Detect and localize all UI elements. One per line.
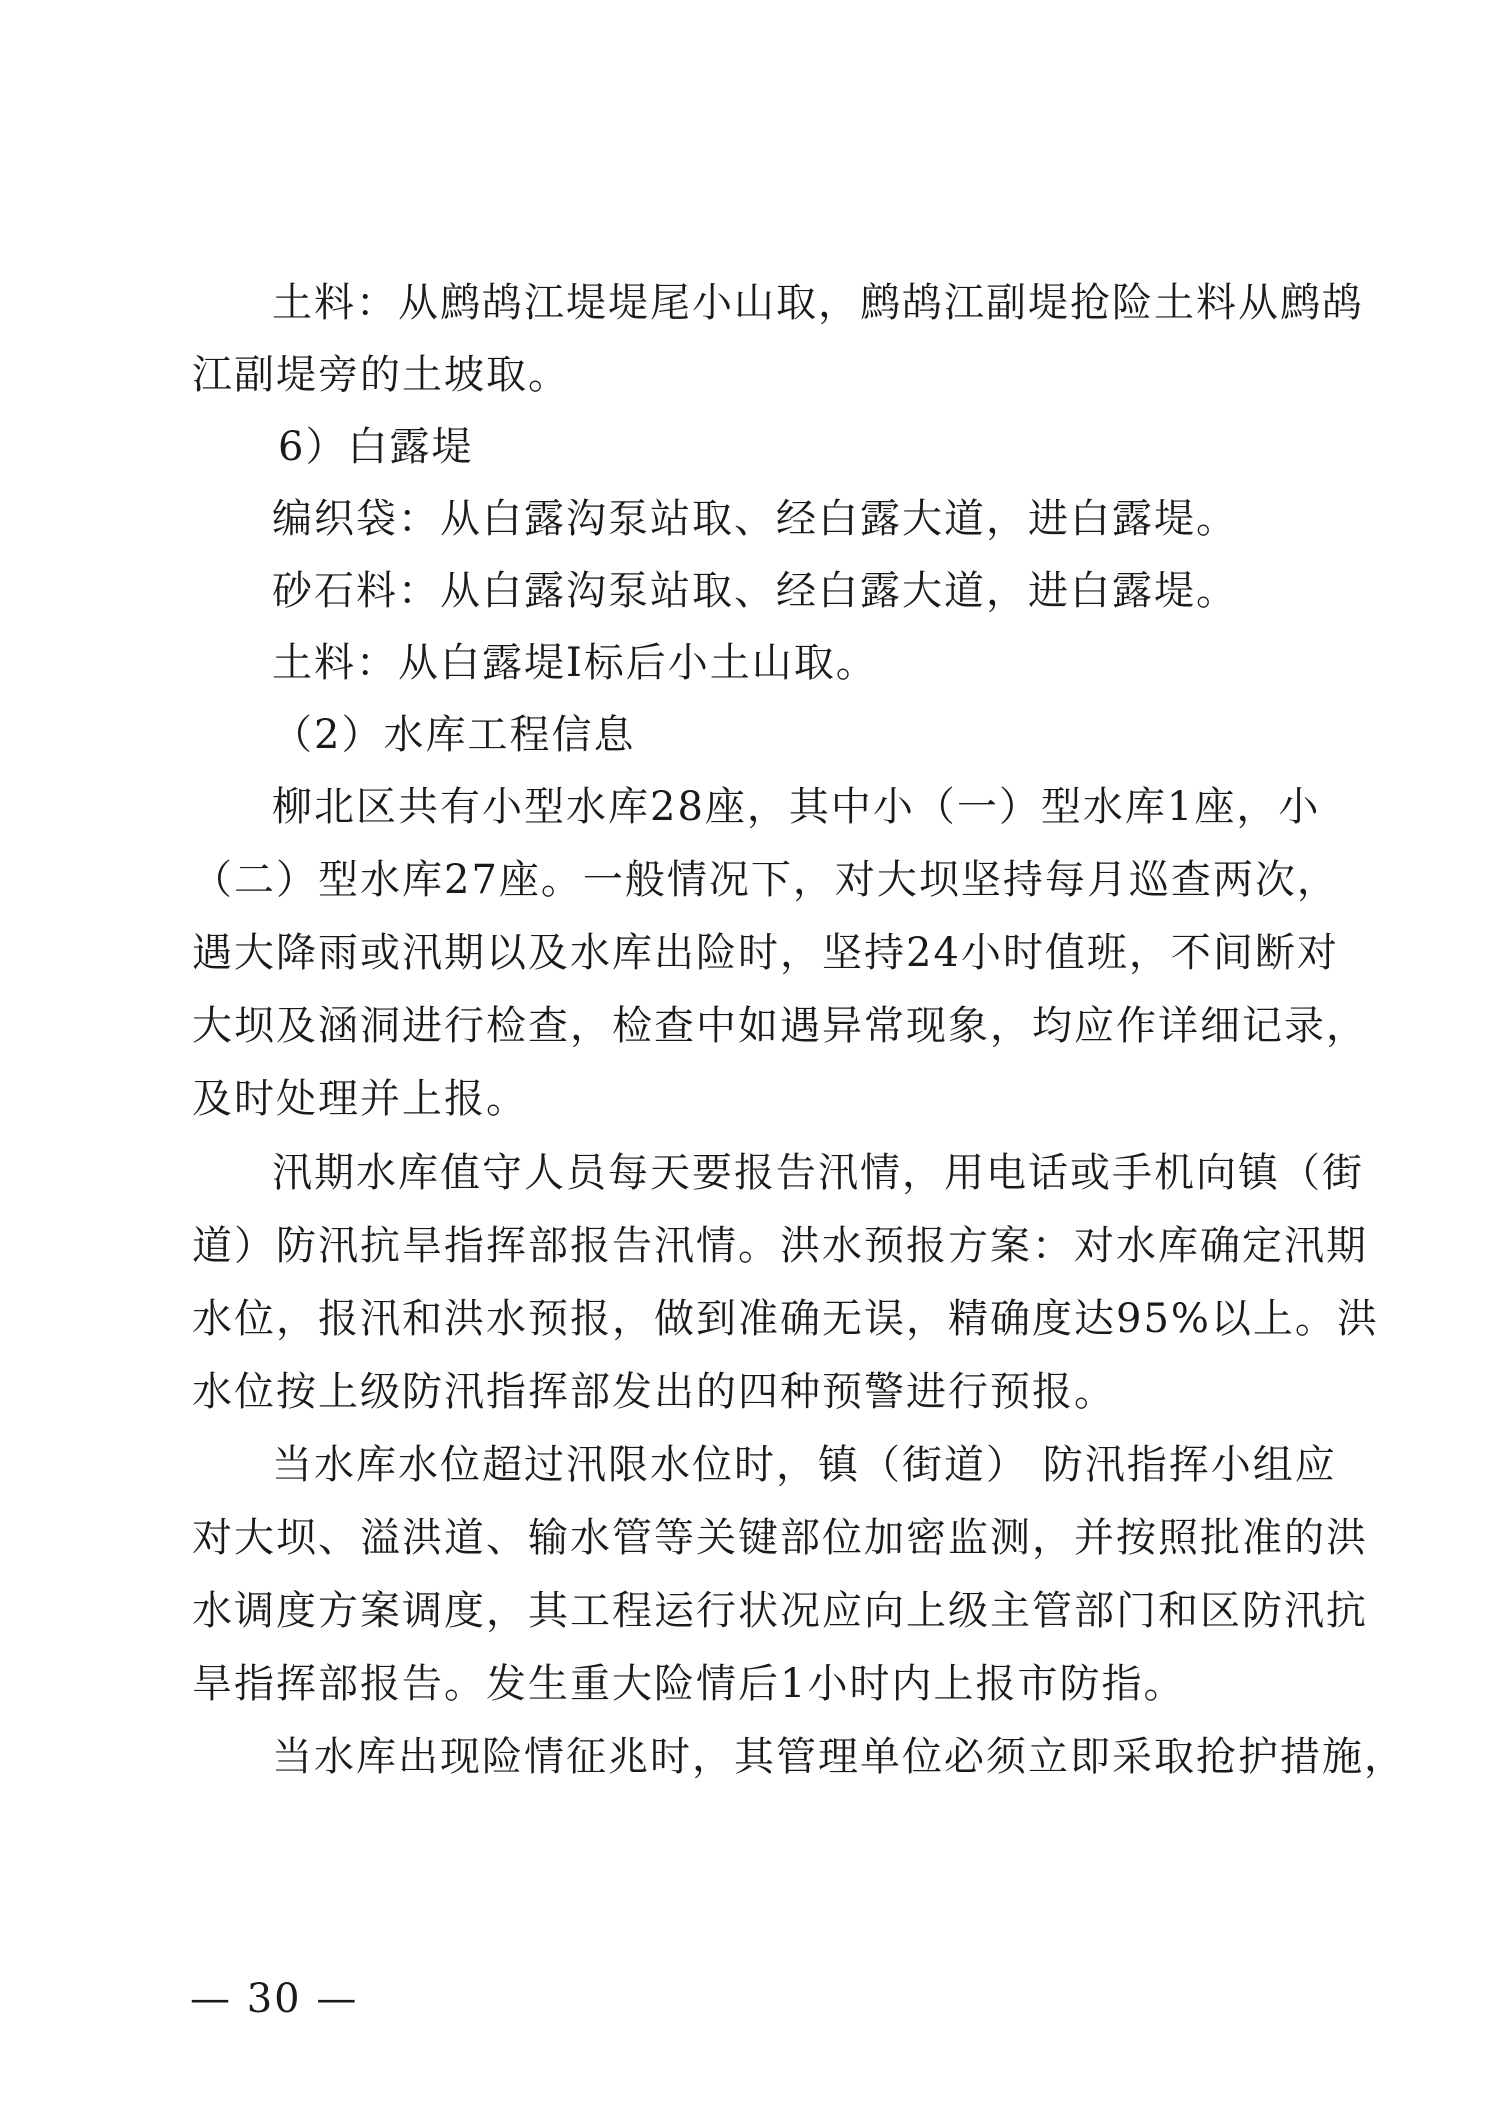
- text-line: （二）型水库27座。一般情况下，对大坝坚持每月巡查两次，: [192, 857, 1339, 903]
- text-line: 汛期水库值守人员每天要报告汛情，用电话或手机向镇（街: [272, 1150, 1364, 1196]
- text-line: 土料：从鹧鸪江堤堤尾小山取，鹧鸪江副堤抢险土料从鹧鸪: [272, 280, 1364, 326]
- text-line: 道）防汛抗旱指挥部报告汛情。洪水预报方案：对水库确定汛期: [192, 1223, 1368, 1269]
- section-heading: 6）白露堤: [278, 424, 474, 470]
- text-line: 当水库水位超过汛限水位时，镇（街道） 防汛指挥小组应: [272, 1442, 1337, 1488]
- text-line: 当水库出现险情征兆时，其管理单位必须立即采取抢护措施，: [272, 1734, 1406, 1780]
- text-line: 对大坝、溢洪道、输水管等关键部位加密监测，并按照批准的洪: [192, 1515, 1368, 1561]
- text-line: 遇大降雨或汛期以及水库出险时，坚持24小时值班，不间断对: [192, 930, 1339, 976]
- text-line: 水位，报汛和洪水预报，做到准确无误，精确度达95%以上。洪: [192, 1296, 1379, 1342]
- page-number: — 30 —: [190, 1976, 359, 2022]
- text-line: 砂石料：从白露沟泵站取、经白露大道，进白露堤。: [272, 568, 1238, 614]
- text-line: 及时处理并上报。: [192, 1076, 528, 1122]
- text-line: 旱指挥部报告。发生重大险情后1小时内上报市防指。: [192, 1661, 1186, 1707]
- text-line: 江副堤旁的土坡取。: [192, 352, 570, 398]
- text-line: 编织袋：从白露沟泵站取、经白露大道，进白露堤。: [272, 496, 1238, 542]
- section-heading: （2）水库工程信息: [272, 712, 636, 758]
- text-line: 水调度方案调度，其工程运行状况应向上级主管部门和区防汛抗: [192, 1588, 1368, 1634]
- text-line: 水位按上级防汛指挥部发出的四种预警进行预报。: [192, 1369, 1116, 1415]
- text-line: 土料：从白露堤Ⅰ标后小土山取。: [272, 640, 878, 686]
- text-line: 大坝及涵洞进行检查，检查中如遇异常现象，均应作详细记录，: [192, 1003, 1368, 1049]
- text-line: 柳北区共有小型水库28座，其中小（一）型水库1座，小: [272, 784, 1321, 830]
